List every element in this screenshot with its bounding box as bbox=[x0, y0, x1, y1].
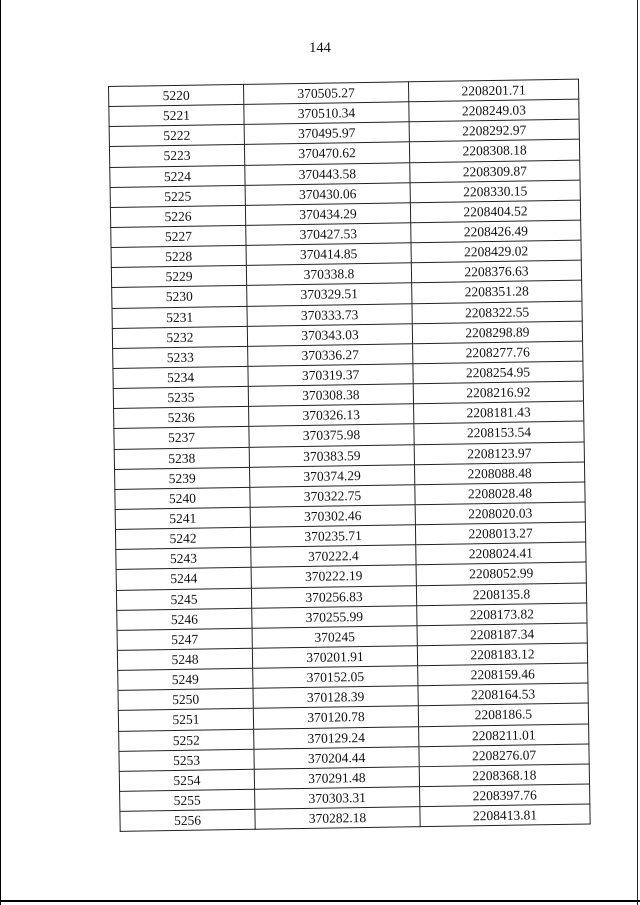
x-coordinate-cell: 370336.27 bbox=[248, 344, 413, 367]
point-number-cell: 5232 bbox=[112, 326, 247, 348]
x-coordinate-cell: 370322.75 bbox=[250, 485, 415, 508]
scan-edge-left bbox=[0, 0, 1, 905]
x-coordinate-cell: 370470.62 bbox=[244, 142, 409, 165]
y-coordinate-cell: 2208181.43 bbox=[414, 401, 584, 424]
y-coordinate-cell: 2208368.18 bbox=[419, 764, 589, 787]
point-number-cell: 5254 bbox=[119, 769, 254, 791]
x-coordinate-cell: 370303.31 bbox=[255, 787, 420, 810]
point-number-cell: 5247 bbox=[117, 628, 252, 650]
y-coordinate-cell: 2208020.03 bbox=[415, 502, 585, 525]
y-coordinate-cell: 2208404.52 bbox=[410, 200, 580, 223]
y-coordinate-cell: 2208216.92 bbox=[413, 381, 583, 404]
y-coordinate-cell: 2208309.87 bbox=[410, 160, 580, 183]
x-coordinate-cell: 370291.48 bbox=[254, 766, 419, 789]
point-number-cell: 5248 bbox=[117, 648, 252, 670]
x-coordinate-cell: 370256.83 bbox=[251, 585, 416, 608]
y-coordinate-cell: 2208013.27 bbox=[415, 522, 585, 545]
point-number-cell: 5253 bbox=[119, 749, 254, 771]
x-coordinate-cell: 370434.29 bbox=[245, 203, 410, 226]
point-number-cell: 5242 bbox=[115, 527, 250, 549]
x-coordinate-cell: 370222.19 bbox=[251, 565, 416, 588]
y-coordinate-cell: 2208426.49 bbox=[411, 220, 581, 243]
page-number: 144 bbox=[309, 40, 331, 56]
point-number-cell: 5235 bbox=[113, 386, 248, 408]
y-coordinate-cell: 2208187.34 bbox=[417, 623, 587, 646]
point-number-cell: 5220 bbox=[109, 84, 244, 106]
point-number-cell: 5231 bbox=[112, 306, 247, 328]
x-coordinate-cell: 370338.8 bbox=[246, 263, 411, 286]
point-number-cell: 5245 bbox=[116, 588, 251, 610]
y-coordinate-cell: 2208211.01 bbox=[419, 724, 589, 747]
point-number-cell: 5255 bbox=[120, 789, 255, 811]
x-coordinate-cell: 370383.59 bbox=[249, 444, 414, 467]
point-number-cell: 5225 bbox=[110, 185, 245, 207]
point-number-cell: 5241 bbox=[115, 507, 250, 529]
y-coordinate-cell: 2208159.46 bbox=[418, 663, 588, 686]
point-number-cell: 5222 bbox=[109, 125, 244, 147]
point-number-cell: 5251 bbox=[118, 709, 253, 731]
x-coordinate-cell: 370427.53 bbox=[246, 223, 411, 246]
y-coordinate-cell: 2208276.07 bbox=[419, 744, 589, 767]
y-coordinate-cell: 2208028.48 bbox=[415, 482, 585, 505]
y-coordinate-cell: 2208249.03 bbox=[409, 99, 579, 122]
coordinates-table bbox=[108, 79, 591, 833]
x-coordinate-cell: 370374.29 bbox=[250, 464, 415, 487]
point-number-cell: 5223 bbox=[109, 145, 244, 167]
y-coordinate-cell: 2208277.76 bbox=[413, 341, 583, 364]
point-number-cell: 5227 bbox=[111, 225, 246, 247]
x-coordinate-cell: 370326.13 bbox=[249, 404, 414, 427]
x-coordinate-cell: 370282.18 bbox=[255, 807, 420, 830]
y-coordinate-cell: 2208173.82 bbox=[417, 603, 587, 626]
x-coordinate-cell: 370308.38 bbox=[248, 384, 413, 407]
y-coordinate-cell: 2208024.41 bbox=[416, 542, 586, 565]
y-coordinate-cell: 2208298.89 bbox=[412, 321, 582, 344]
x-coordinate-cell: 370201.91 bbox=[252, 646, 417, 669]
x-coordinate-cell: 370443.58 bbox=[245, 162, 410, 185]
x-coordinate-cell: 370302.46 bbox=[250, 505, 415, 528]
point-number-cell: 5237 bbox=[114, 427, 249, 449]
y-coordinate-cell: 2208351.28 bbox=[412, 280, 582, 303]
point-number-cell: 5256 bbox=[120, 809, 255, 831]
point-number-cell: 5239 bbox=[115, 467, 250, 489]
x-coordinate-cell: 370129.24 bbox=[254, 726, 419, 749]
point-number-cell: 5233 bbox=[113, 346, 248, 368]
point-number-cell: 5238 bbox=[114, 447, 249, 469]
x-coordinate-cell: 370255.99 bbox=[252, 605, 417, 628]
x-coordinate-cell: 370495.97 bbox=[244, 122, 409, 145]
y-coordinate-cell: 2208135.8 bbox=[416, 583, 586, 606]
point-number-cell: 5228 bbox=[111, 245, 246, 267]
point-number-cell: 5246 bbox=[117, 608, 252, 630]
scan-edge-bottom bbox=[0, 900, 640, 902]
y-coordinate-cell: 2208164.53 bbox=[418, 683, 588, 706]
x-coordinate-cell: 370333.73 bbox=[247, 303, 412, 326]
point-number-cell: 5224 bbox=[110, 165, 245, 187]
point-number-cell: 5250 bbox=[118, 689, 253, 711]
x-coordinate-cell: 370245 bbox=[252, 626, 417, 649]
point-number-cell: 5240 bbox=[115, 487, 250, 509]
x-coordinate-cell: 370235.71 bbox=[250, 525, 415, 548]
point-number-cell: 5243 bbox=[116, 548, 251, 570]
y-coordinate-cell: 2208397.76 bbox=[420, 784, 590, 807]
y-coordinate-cell: 2208153.54 bbox=[414, 421, 584, 444]
x-coordinate-cell: 370505.27 bbox=[243, 82, 408, 105]
y-coordinate-cell: 2208292.97 bbox=[409, 119, 579, 142]
y-coordinate-cell: 2208308.18 bbox=[409, 140, 579, 163]
point-number-cell: 5229 bbox=[111, 266, 246, 288]
point-number-cell: 5244 bbox=[116, 568, 251, 590]
y-coordinate-cell: 2208429.02 bbox=[411, 240, 581, 263]
point-number-cell: 5252 bbox=[119, 729, 254, 751]
x-coordinate-cell: 370120.78 bbox=[253, 706, 418, 729]
x-coordinate-cell: 370128.39 bbox=[253, 686, 418, 709]
x-coordinate-cell: 370343.03 bbox=[247, 323, 412, 346]
point-number-cell: 5236 bbox=[114, 407, 249, 429]
y-coordinate-cell: 2208330.15 bbox=[410, 180, 580, 203]
point-number-cell: 5230 bbox=[112, 286, 247, 308]
x-coordinate-cell: 370222.4 bbox=[251, 545, 416, 568]
point-number-cell: 5226 bbox=[110, 205, 245, 227]
y-coordinate-cell: 2208376.63 bbox=[411, 260, 581, 283]
y-coordinate-cell: 2208201.71 bbox=[408, 79, 578, 102]
point-number-cell: 5249 bbox=[118, 668, 253, 690]
x-coordinate-cell: 370414.85 bbox=[246, 243, 411, 266]
y-coordinate-cell: 2208052.99 bbox=[416, 562, 586, 585]
x-coordinate-cell: 370510.34 bbox=[244, 102, 409, 125]
x-coordinate-cell: 370375.98 bbox=[249, 424, 414, 447]
point-number-cell: 5221 bbox=[109, 105, 244, 127]
x-coordinate-cell: 370152.05 bbox=[253, 666, 418, 689]
y-coordinate-cell: 2208183.12 bbox=[417, 643, 587, 666]
coordinates-table-body bbox=[109, 79, 591, 831]
x-coordinate-cell: 370430.06 bbox=[245, 182, 410, 205]
x-coordinate-cell: 370204.44 bbox=[254, 746, 419, 769]
y-coordinate-cell: 2208413.81 bbox=[420, 804, 590, 827]
y-coordinate-cell: 2208322.55 bbox=[412, 301, 582, 324]
y-coordinate-cell: 2208186.5 bbox=[418, 703, 588, 726]
point-number-cell: 5234 bbox=[113, 366, 248, 388]
scan-edge-right bbox=[637, 0, 638, 905]
y-coordinate-cell: 2208123.97 bbox=[414, 442, 584, 465]
y-coordinate-cell: 2208254.95 bbox=[413, 361, 583, 384]
x-coordinate-cell: 370319.37 bbox=[248, 364, 413, 387]
coordinates-table-container bbox=[108, 79, 590, 832]
x-coordinate-cell: 370329.51 bbox=[247, 283, 412, 306]
y-coordinate-cell: 2208088.48 bbox=[414, 462, 584, 485]
